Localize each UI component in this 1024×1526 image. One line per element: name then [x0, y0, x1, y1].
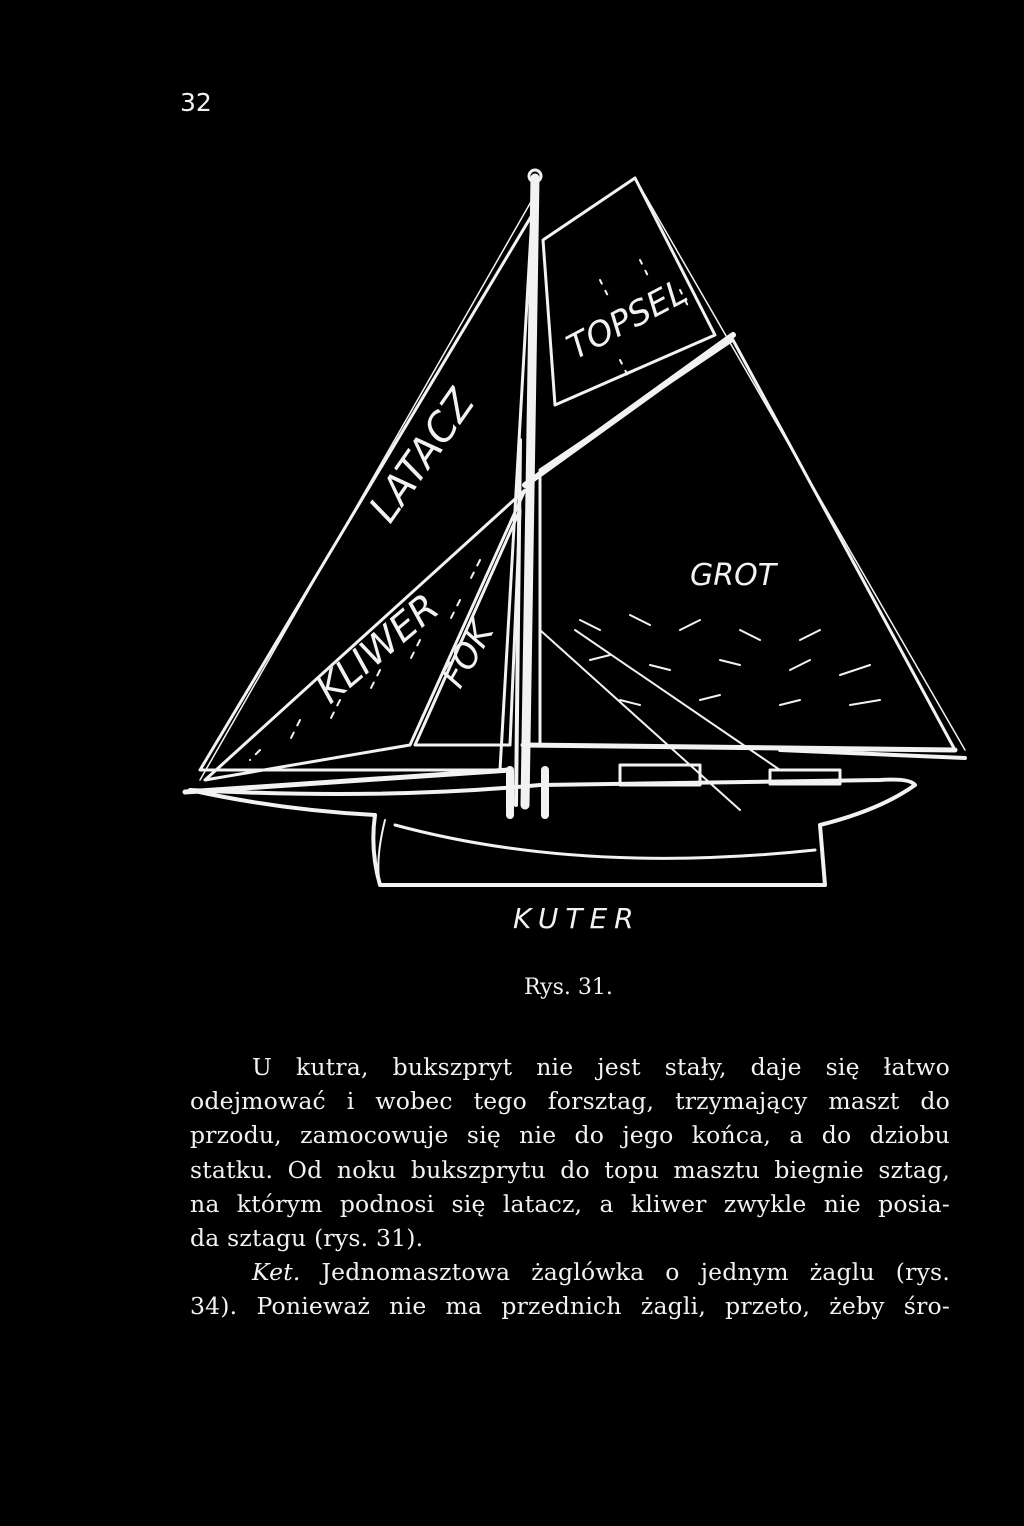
text-line: da sztagu (rys. 31).: [190, 1224, 424, 1253]
mainsail-label: GROT: [690, 558, 777, 593]
text-line: na którym podnosi się latacz, a kliwer zwykle nie posia-: [190, 1189, 950, 1218]
reef-points: [580, 615, 880, 705]
jib-topsail: [200, 215, 532, 770]
topsail-label: TOPSEL: [560, 271, 695, 368]
staysail-label: FOK: [433, 615, 503, 695]
hull-waterline: [395, 825, 815, 858]
page-number: 32: [180, 88, 212, 117]
text-line: statku. Od noku bukszprytu do topu masztu biegnie sztag,: [190, 1155, 950, 1184]
hull-stem: [378, 820, 385, 885]
bowsprit: [185, 770, 510, 792]
text-line-rest: Jednomasztowa żaglówka o jednym żaglu (rys.: [300, 1258, 950, 1287]
figure-title: KUTER: [513, 902, 641, 935]
jib-label: KLIWER: [307, 584, 448, 712]
text-line: odejmować i wobec tego forsztag, trzymający maszt do: [190, 1087, 950, 1116]
body-text: [190, 1050, 950, 1324]
cutter-drawing: [180, 160, 970, 900]
jib-topsail-label: LATACZ: [360, 381, 485, 531]
hull: [190, 780, 915, 885]
text-line: 34). Ponieważ nie ma przednich żagli, przeto, żeby śro-: [190, 1292, 950, 1321]
mainsail: [540, 340, 955, 750]
cutter-illustration: [180, 160, 970, 900]
text-line: [190, 1255, 950, 1289]
figure-caption: Rys. 31.: [524, 975, 613, 1000]
term-ket: Ket.: [252, 1258, 301, 1287]
text-line: przodu, zamocowuje się nie do jego końca, a do dziobu: [190, 1121, 950, 1150]
text-line: U kutra, bukszpryt nie jest stały, daje się łatwo: [252, 1053, 950, 1081]
stay: [200, 200, 532, 780]
